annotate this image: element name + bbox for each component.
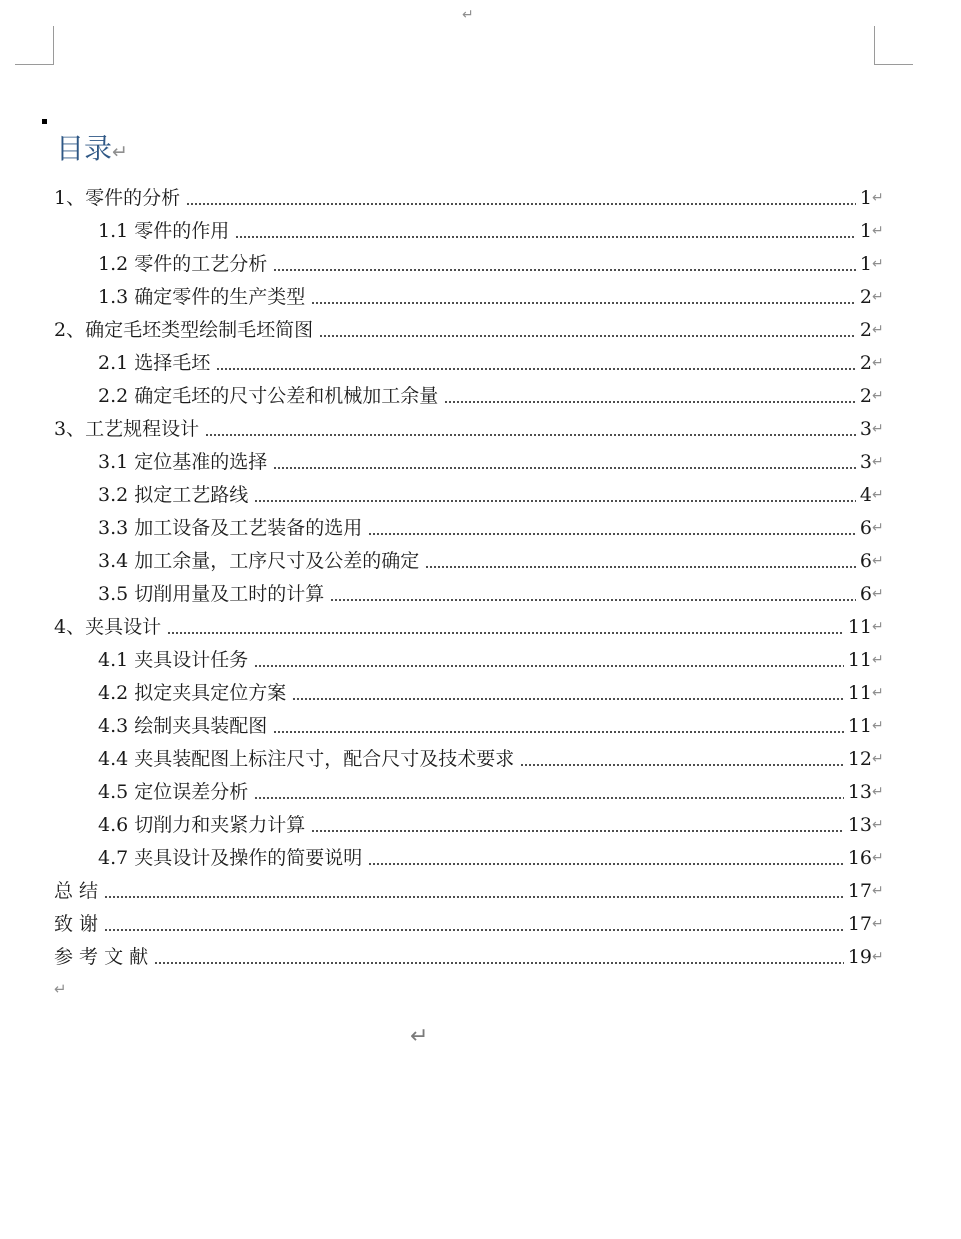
paragraph-mark-icon: ↵ (872, 190, 884, 206)
toc-entry-page-number: 3 (859, 451, 872, 473)
toc-dot-leader (216, 368, 856, 370)
toc-dot-leader (520, 764, 844, 766)
toc-entry[interactable] (0, 842, 961, 875)
header-paragraph-mark-icon: ↵ (462, 7, 474, 23)
toc-dot-leader (167, 632, 844, 634)
toc-entry-label: 3.5 切削用量及工时的计算 (98, 583, 325, 605)
toc-entry-label: 3.4 加工余量，工序尺寸及公差的确定 (98, 550, 420, 572)
paragraph-mark-icon: ↵ (872, 850, 884, 866)
paragraph-mark-icon: ↵ (112, 141, 128, 163)
paragraph-mark-icon: ↵ (872, 784, 884, 800)
toc-dot-leader (186, 203, 856, 205)
paragraph-mark-icon: ↵ (872, 487, 884, 503)
toc-entry-label: 3、工艺规程设计 (54, 418, 200, 440)
toc-entry-page-number: 3 (859, 418, 872, 440)
toc-dot-leader (425, 566, 856, 568)
paragraph-mark-icon: ↵ (872, 718, 884, 734)
toc-entry-label: 4.4 夹具装配图上标注尺寸，配合尺寸及技术要求 (98, 748, 515, 770)
toc-entry[interactable] (0, 578, 961, 611)
toc-entry[interactable] (0, 776, 961, 809)
toc-dot-leader (273, 467, 856, 469)
toc-entry-page-number: 1 (859, 220, 872, 242)
paragraph-mark-icon: ↵ (872, 949, 884, 965)
toc-entry-label: 4.6 切削力和夹紧力计算 (98, 814, 306, 836)
toc-entry[interactable] (0, 545, 961, 578)
toc-entry[interactable] (0, 743, 961, 776)
toc-entry[interactable] (0, 710, 961, 743)
paragraph-mark-icon: ↵ (872, 685, 884, 701)
paragraph-mark-icon: ↵ (872, 652, 884, 668)
toc-entry-label: 3.1 定位基准的选择 (98, 451, 268, 473)
toc-dot-leader (104, 896, 844, 898)
toc-dot-leader (154, 962, 844, 964)
toc-entry[interactable] (0, 611, 961, 644)
toc-dot-leader (319, 335, 856, 337)
toc-entry-label: 总 结 (54, 880, 99, 902)
toc-entry[interactable] (0, 875, 961, 908)
toc-entry-page-number: 2 (859, 385, 872, 407)
toc-entry-page-number: 12 (847, 748, 872, 770)
toc-title-text: 目录 (56, 132, 113, 165)
toc-dot-leader (254, 500, 856, 502)
toc-dot-leader (235, 236, 856, 238)
toc-entry-label: 4.7 夹具设计及操作的简要说明 (98, 847, 363, 869)
toc-entry-label: 1.1 零件的作用 (98, 220, 230, 242)
toc-dot-leader (254, 797, 844, 799)
paragraph-mark-icon: ↵ (872, 388, 884, 404)
toc-entry-page-number: 19 (847, 946, 872, 968)
toc-dot-leader (104, 929, 844, 931)
paragraph-mark-icon: ↵ (872, 883, 884, 899)
paragraph-mark-icon: ↵ (872, 553, 884, 569)
toc-dot-leader (205, 434, 856, 436)
toc-entry-label: 4.5 定位误差分析 (98, 781, 249, 803)
toc-entry-page-number: 11 (847, 649, 872, 671)
toc-entry-page-number: 16 (847, 847, 872, 869)
toc-entry[interactable] (0, 512, 961, 545)
toc-entry-label: 4、夹具设计 (54, 616, 162, 638)
toc-entry-label: 1.3 确定零件的生产类型 (98, 286, 306, 308)
toc-entry[interactable] (0, 677, 961, 710)
toc-dot-leader (273, 731, 844, 733)
paragraph-mark-icon: ↵ (872, 520, 884, 536)
toc-entry-page-number: 17 (847, 913, 872, 935)
toc-entry-page-number: 11 (847, 715, 872, 737)
toc-entry-page-number: 6 (859, 517, 872, 539)
paragraph-mark-icon: ↵ (872, 289, 884, 305)
toc-entry[interactable] (0, 644, 961, 677)
toc-entry-page-number: 13 (847, 781, 872, 803)
toc-entry-label: 2.2 确定毛坯的尺寸公差和机械加工余量 (98, 385, 439, 407)
toc-entry-label: 1.2 零件的工艺分析 (98, 253, 268, 275)
paragraph-mark-icon: ↵ (872, 619, 884, 635)
toc-entry-page-number: 17 (847, 880, 872, 902)
toc-dot-leader (330, 599, 856, 601)
toc-entry[interactable] (0, 215, 961, 248)
toc-entry[interactable] (0, 314, 961, 347)
toc-dot-leader (292, 698, 844, 700)
toc-dot-leader (368, 863, 844, 865)
paragraph-mark-icon: ↵ (872, 751, 884, 767)
toc-entry[interactable] (0, 380, 961, 413)
toc-entry-page-number: 1 (859, 187, 872, 209)
toc-entry[interactable] (0, 479, 961, 512)
toc-entry[interactable] (0, 446, 961, 479)
toc-dot-leader (311, 830, 844, 832)
toc-entry-page-number: 13 (847, 814, 872, 836)
paragraph-mark-icon: ↵ (872, 586, 884, 602)
anchor-marker-icon (42, 119, 47, 124)
toc-entry-page-number: 2 (859, 352, 872, 374)
toc-entry[interactable] (0, 941, 961, 974)
toc-entry-page-number: 6 (859, 583, 872, 605)
toc-entry-page-number: 11 (847, 682, 872, 704)
toc-entry[interactable] (0, 182, 961, 215)
toc-dot-leader (311, 302, 856, 304)
toc-dot-leader (368, 533, 856, 535)
paragraph-mark-icon: ↵ (872, 256, 884, 272)
toc-entry[interactable] (0, 281, 961, 314)
toc-entry-label: 2.1 选择毛坯 (98, 352, 211, 374)
toc-entry-page-number: 11 (847, 616, 872, 638)
toc-dot-leader (254, 665, 844, 667)
toc-entry-page-number: 2 (859, 286, 872, 308)
footer-paragraph-mark-icon: ↵ (410, 1024, 429, 1049)
paragraph-mark-icon: ↵ (872, 223, 884, 239)
toc-entry-label: 4.2 拟定夹具定位方案 (98, 682, 287, 704)
end-paragraph-mark-icon: ↵ (54, 980, 67, 998)
toc-entry-label: 3.2 拟定工艺路线 (98, 484, 249, 506)
paragraph-mark-icon: ↵ (872, 817, 884, 833)
toc-title (56, 132, 128, 169)
crop-mark-top-left (15, 26, 54, 65)
toc-entry-page-number: 1 (859, 253, 872, 275)
toc-entry-page-number: 2 (859, 319, 872, 341)
paragraph-mark-icon: ↵ (872, 421, 884, 437)
toc-entry-label: 1、零件的分析 (54, 187, 181, 209)
toc-entry-label: 4.1 夹具设计任务 (98, 649, 249, 671)
toc-dot-leader (273, 269, 856, 271)
toc-entry[interactable] (0, 809, 961, 842)
toc-entry[interactable] (0, 248, 961, 281)
toc-entry-label: 致 谢 (54, 913, 99, 935)
paragraph-mark-icon: ↵ (872, 355, 884, 371)
toc-entry[interactable] (0, 413, 961, 446)
toc-entry-label: 2、确定毛坯类型绘制毛坯简图 (54, 319, 314, 341)
toc-entry-page-number: 4 (859, 484, 872, 506)
paragraph-mark-icon: ↵ (872, 916, 884, 932)
toc-dot-leader (444, 401, 856, 403)
toc-entry-label: 3.3 加工设备及工艺装备的选用 (98, 517, 363, 539)
paragraph-mark-icon: ↵ (872, 322, 884, 338)
toc-entry[interactable] (0, 347, 961, 380)
toc-entry-label: 4.3 绘制夹具装配图 (98, 715, 268, 737)
toc-entry-page-number: 6 (859, 550, 872, 572)
paragraph-mark-icon: ↵ (872, 454, 884, 470)
toc-entry[interactable] (0, 908, 961, 941)
toc-entry-label: 参 考 文 献 (54, 946, 149, 968)
crop-mark-top-right (874, 26, 913, 65)
